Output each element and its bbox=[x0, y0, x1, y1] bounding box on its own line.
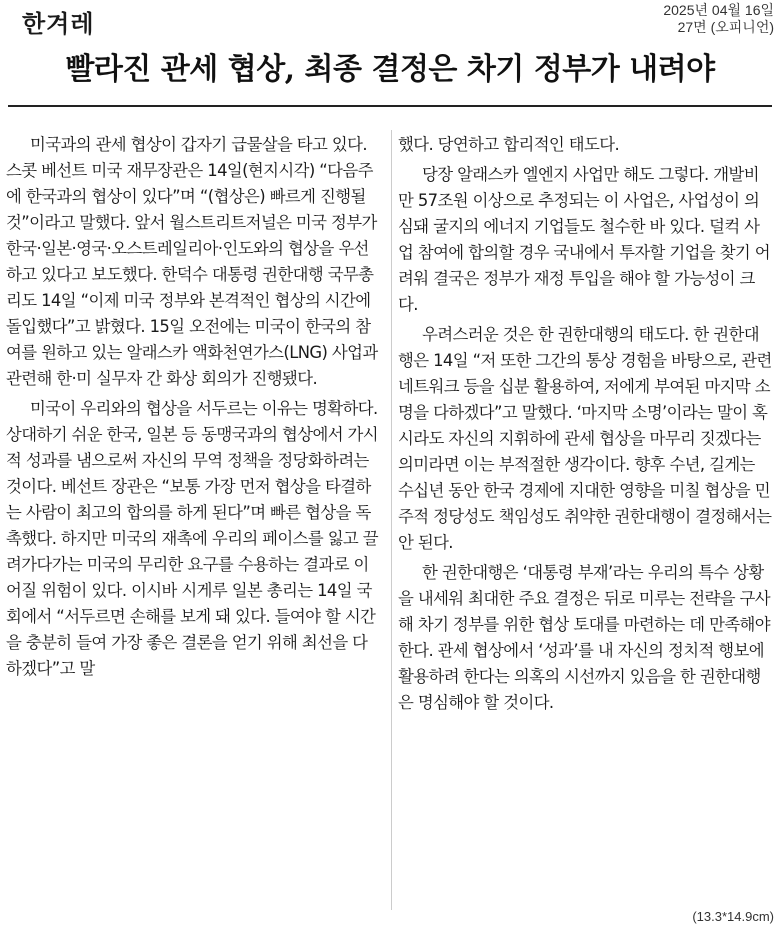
article-column-left bbox=[6, 132, 382, 682]
page-section: 27면 (오피니언) bbox=[677, 19, 774, 35]
publication-date: 2025년 04월 16일 bbox=[663, 2, 774, 18]
paragraph: 당장 알래스카 엘엔지 사업만 해도 그렇다. 개발비만 57조원 이상으로 추정되는 이 사업은, 사업성이 의심돼 굴지의 에너지 기업들도 철수한 바 있다. 덜컥 사업 참여에 합의할 경우 국내에서 투자할 기업을 찾기 어려워 결국은 정부가 재정 투입을 해야 할 가능성이 크다. bbox=[398, 165, 771, 314]
paragraph: 미국이 우리와의 협상을 서두르는 이유는 명확하다. 상대하기 쉬운 한국, 일본 등 동맹국과의 협상에서 가시적 성과를 냄으로써 자신의 무역 정책을 정당화하려는 것이다. 베선트 장관은 “보통 가장 먼저 협상을 타결하는 사람이 최고의 합의를 하게 된다”며 빠른 협상을 독촉했다. 하지만 미국의 재촉에 우리의 페이스를 잃고 끌려가다가는 미국의 무리한 요구를 수용하는 결과로 이어질 위험이 있다. 이시바 시게루 일본 총리는 14일 국회에서 “서두르면 손해를 보게 돼 있다. 들여야 할 시간을 충분히 들여 가장 좋은 결론을 얻기 위해 최선을 다하겠다”고 말 bbox=[6, 399, 379, 678]
article-size-note: (13.3*14.9cm) bbox=[692, 909, 774, 924]
paragraph-continued: 했다. 당연하고 합리적인 태도다. bbox=[398, 135, 620, 154]
masthead-logo: 한겨레 bbox=[22, 10, 95, 38]
headline-rule bbox=[8, 105, 772, 107]
dateline bbox=[663, 2, 774, 36]
paragraph: 미국과의 관세 협상이 갑자기 급물살을 타고 있다. 스콧 베선트 미국 재무장관은 14일(현지시각) “다음주에 한국과의 협상이 있다”며 “(협상은) 빠르게 진행될 것”이라고 말했다. 앞서 월스트리트저널은 미국 정부가 한국·일본·영국·오스트레일리아·인도와의 협상을 우선하고 있다고 보도했다. 한덕수 대통령 권한대행 국무총리도 14일 “이제 미국 정부와 본격적인 협상의 시간에 돌입했다”고 밝혔다. 15일 오전에는 미국이 한국의 참여를 원하고 있는 알래스카 액화천연가스(LNG) 사업과 관련해 한·미 실무자 간 화상 회의가 진행됐다. bbox=[6, 135, 378, 388]
paragraph: 한 권한대행은 ‘대통령 부재’라는 우리의 특수 상황을 내세워 최대한 주요 결정은 뒤로 미루는 전략을 구사해 차기 정부를 위한 협상 토대를 마련하는 데 만족해야 한다. 관세 협상에서 ‘성과’를 내 자신의 정치적 행보에 활용하려 한다는 의혹의 시선까지 있음을 한 권한대행은 명심해야 할 것이다. bbox=[398, 563, 771, 712]
paragraph: 우려스러운 것은 한 권한대행의 태도다. 한 권한대행은 14일 “저 또한 그간의 통상 경험을 바탕으로, 관련 네트워크 등을 십분 활용하여, 저에게 부여된 마지막 소명을 다하겠다”고 말했다. ‘마지막 소명’이라는 말이 혹시라도 자신의 지휘하에 관세 협상을 마무리 짓겠다는 의미라면 이는 부적절한 생각이다. 향후 수년, 길게는 수십년 동안 한국 경제에 지대한 영향을 미칠 협상을 민주적 정당성도 책임성도 취약한 권한대행이 결정해서는 안 된다. bbox=[398, 325, 772, 552]
article-column-right bbox=[398, 132, 774, 716]
column-divider bbox=[391, 130, 392, 910]
article-headline: 빨라진 관세 협상, 최종 결정은 차기 정부가 내려야 bbox=[65, 52, 715, 87]
